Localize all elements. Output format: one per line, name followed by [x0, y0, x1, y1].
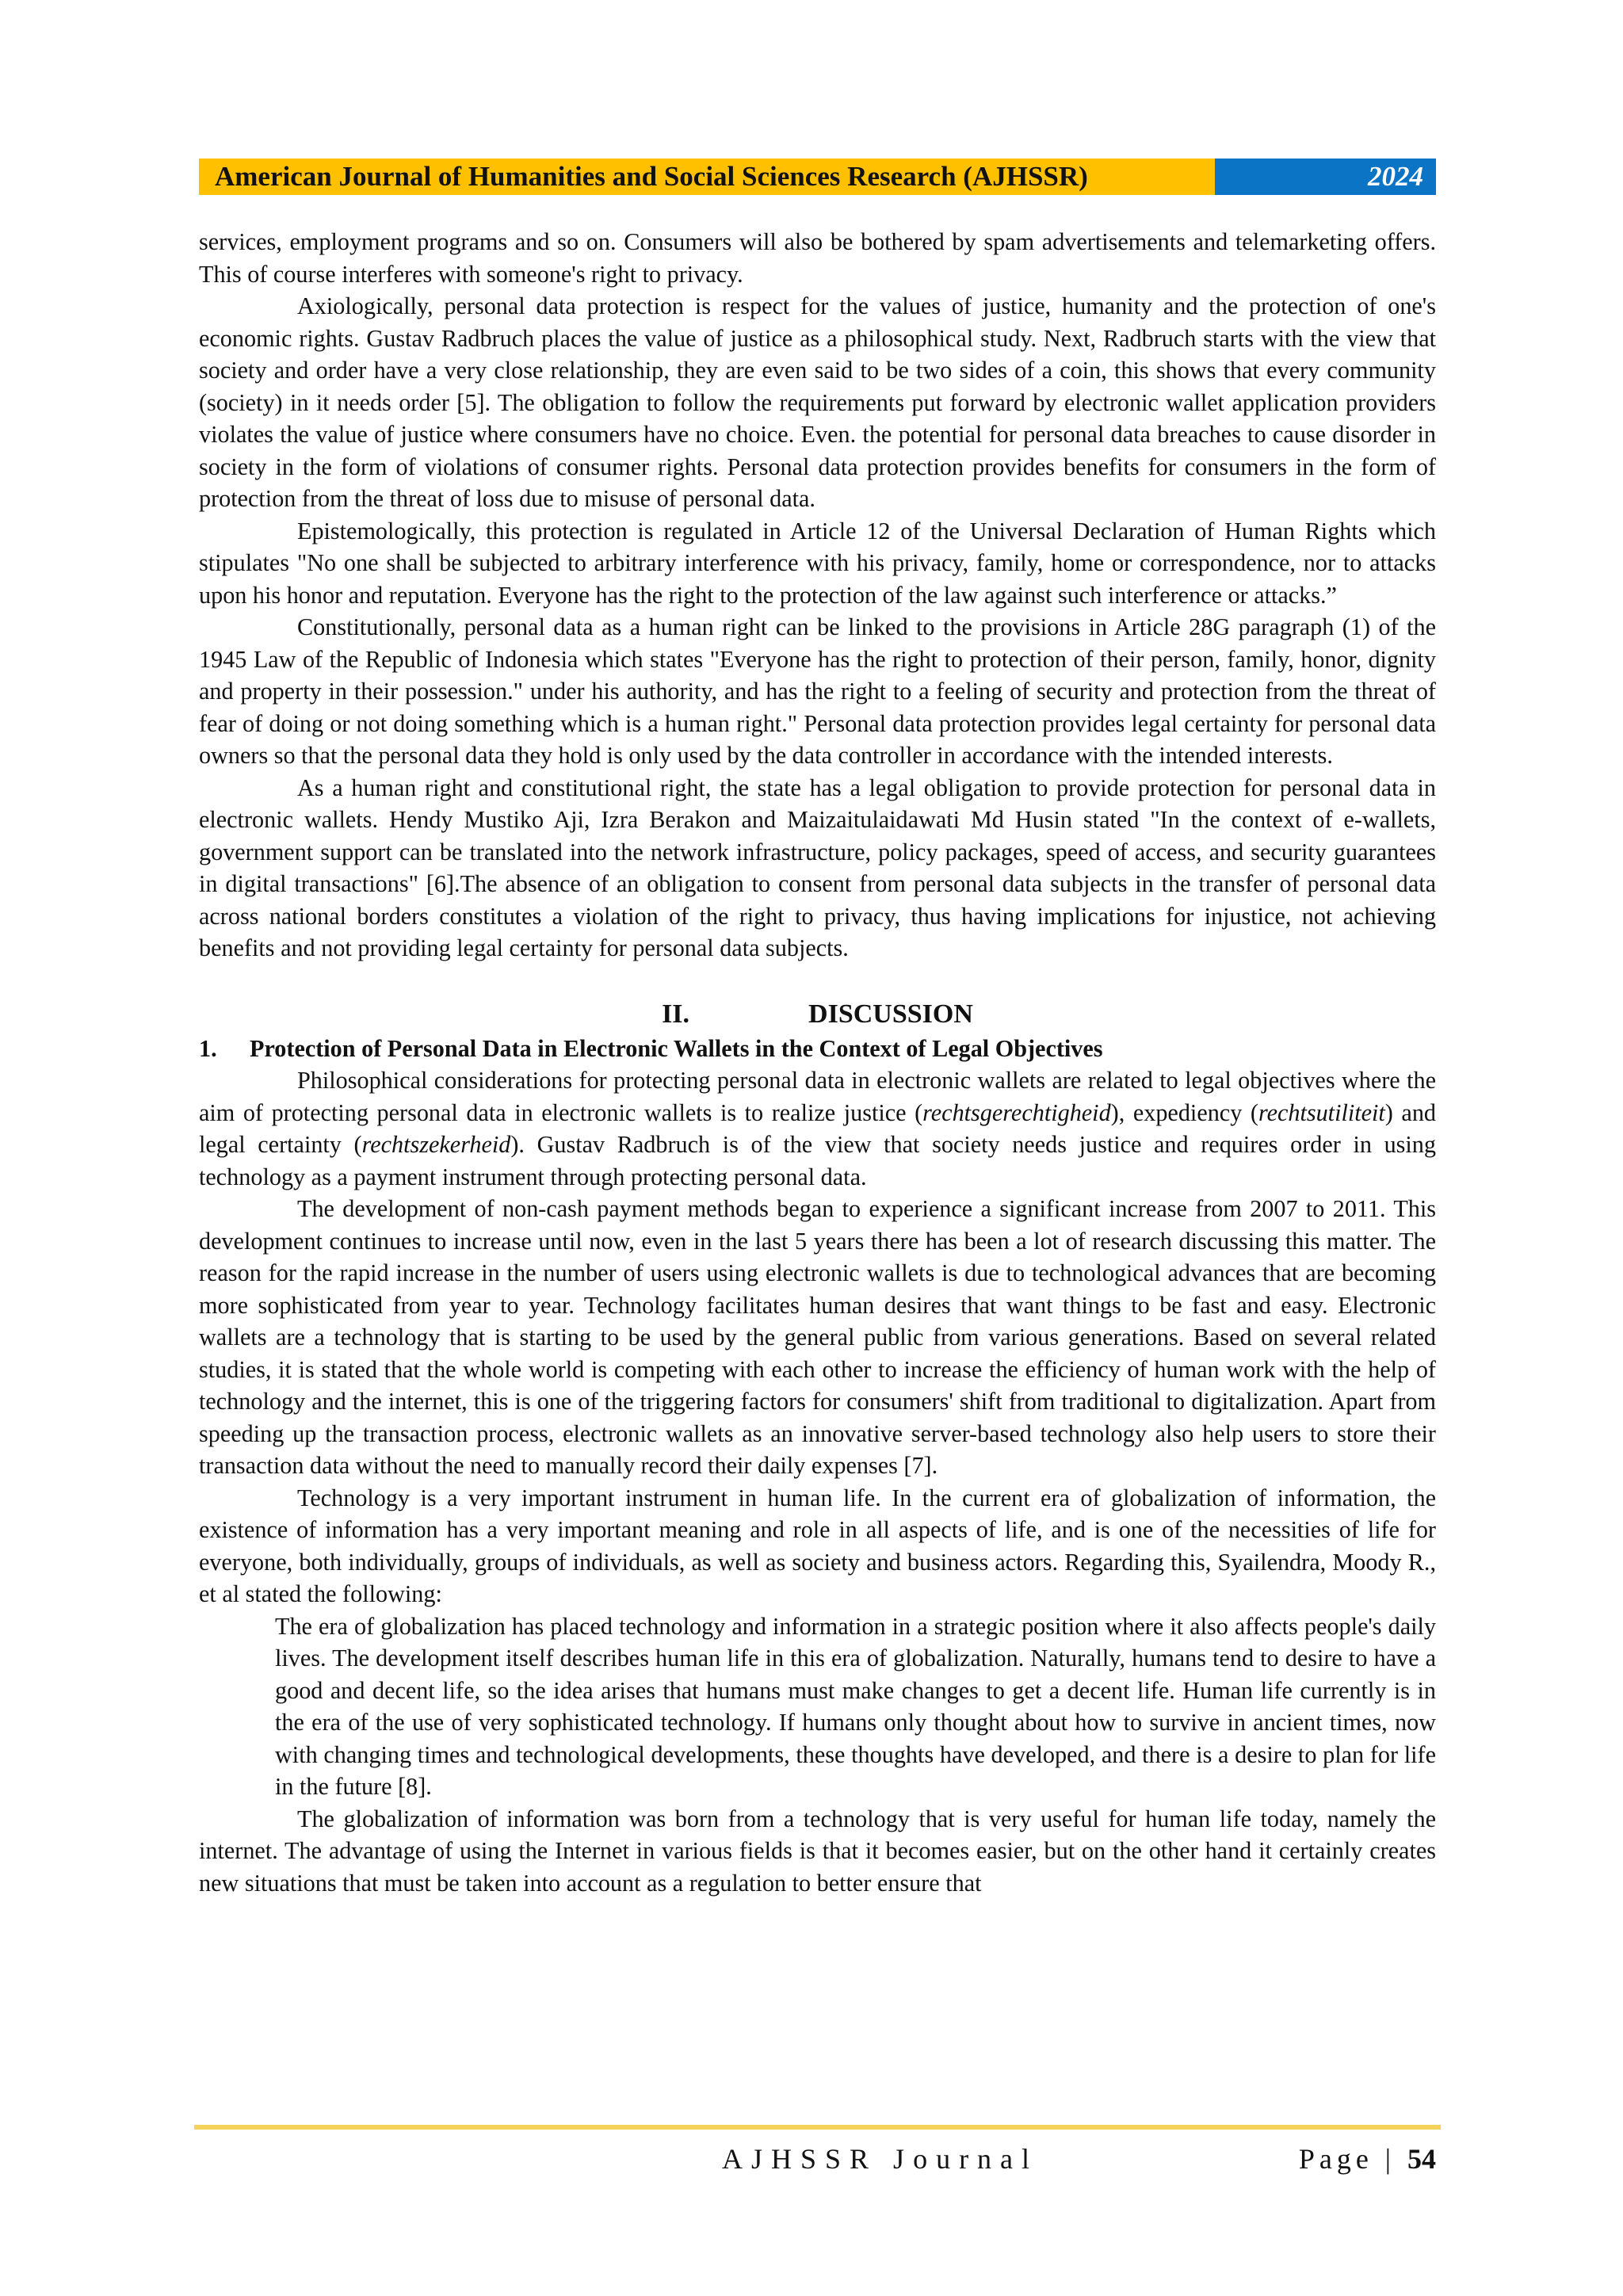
paragraph: As a human right and constitutional right, the state has a legal obligation to provide protection for personal data in electronic wallets. Hendy Mustiko Aji, Izra Berakon and Maizaitulaidawati Md Husin stated "In the context of e-wallets, government support can be translated into the network infrastructure, policy packages, speed of access, and security guarantees in digital transactions" [6].The absence of an obligation to consent from personal data subjects in the transfer of personal data across national borders constitutes a violation of the right to privacy, thus having implications for injustice, not achieving benefits and not providing legal certainty for personal data subjects.: [199, 774, 1436, 961]
subsection-title: Protection of Personal Data in Electronic Wallets in the Context of Legal Objectives: [250, 1034, 1103, 1062]
text-run: Philosophical considerations for protecting personal data in electronic wallets are related to legal objectives where the aim of protecting personal data in electronic wallets is to realize justice (: [199, 1067, 1436, 1126]
journal-year: 2024: [1215, 159, 1436, 195]
page-label: Page |: [1298, 2143, 1396, 2175]
paragraph: Constitutionally, personal data as a human right can be linked to the provisions in Article 28G paragraph (1) of the 1945 Law of the Republic of Indonesia which states "Everyone has the right to protection of their person, family, honor, dignity and property in their possession." under his authority, and has the right to a feeling of security and protection from the threat of fear of doing or not doing something which is a human right." Personal data protection provides legal certainty for personal data owners so that the personal data they hold is only used by the data controller in accordance with the intended interests.: [199, 613, 1436, 769]
paragraph: [199, 1064, 1436, 1193]
paragraph: services, employment programs and so on. Consumers will also be bothered by spam advertisements and telemarketing offers. This of course interferes with someone's right to privacy.: [199, 228, 1436, 288]
subsection-number: 1.: [199, 1034, 217, 1062]
paragraph: Technology is a very important instrument in human life. In the current era of globalization of information, the existence of information has a very important meaning and role in all aspects of life, and is one of the necessities of life for everyone, both individually, groups of individuals, as well as society and business actors. Regarding this, Syailendra, Moody R., et al stated the following:: [199, 1484, 1436, 1607]
running-footer: [199, 2142, 1436, 2179]
page-number: 54: [1407, 2143, 1436, 2175]
italic-term: rechtsgerechtigheid: [922, 1098, 1111, 1126]
paragraph: Epistemologically, this protection is regulated in Article 12 of the Universal Declaration of Human Rights which stipulates "No one shall be subjected to arbitrary interference with his privacy, family, home or correspondence, nor to attacks upon his honor and reputation. Everyone has the right to the protection of the law against such interference or attacks.”: [199, 517, 1436, 609]
running-header: [199, 159, 1436, 195]
section-heading: [199, 996, 1436, 1033]
paragraph: The development of non-cash payment methods began to experience a significant increase from 2007 to 2011. This development continues to increase until now, even in the last 5 years there has been a lot of research discussing this matter. The reason for the rapid increase in the number of users using electronic wallets is due to technological advances that are becoming more sophisticated from year to year. Technology facilitates human desires that want things to be fast and easy. Electronic wallets are a technology that is starting to be used by the general public from various generations. Based on several related studies, it is stated that the whole world is competing with each other to increase the efficiency of human work with the help of technology and the internet, this is one of the triggering factors for consumers' shift from traditional to digitalization. Apart from speeding up the transaction process, electronic wallets as an innovative server-based technology also help users to store their transaction data without the need to manually record their daily expenses [7].: [199, 1195, 1436, 1479]
page-number-label: [1299, 2142, 1436, 2176]
paragraph: The globalization of information was born from a technology that is very useful for human life today, namely the internet. The advantage of using the Internet in various fields is that it becomes easier, but on the other hand it certainly creates new situations that must be taken into account as a regulation to better ensure that: [199, 1805, 1436, 1897]
footer-journal: AJHSSR Journal: [722, 2143, 1039, 2175]
page-body: [199, 226, 1436, 1899]
footer-rule: [194, 2125, 1441, 2130]
spacer: [199, 965, 1436, 996]
journal-title: American Journal of Humanities and Social Sciences Research (AJHSSR): [199, 159, 1215, 195]
italic-term: rechtszekerheid: [361, 1131, 511, 1158]
block-quote: The era of globalization has placed technology and information in a strategic position where it also affects people's daily lives. The development itself describes human life in this era of globalization. Naturally, humans tend to desire to have a good and decent life, so the idea arises that humans must make changes to get a decent life. Human life currently is in the era of the use of very sophisticated technology. If humans only thought about how to survive in ancient times, now with changing times and technological developments, these thoughts have developed, and there is a desire to plan for life in the future [8].: [275, 1612, 1436, 1800]
subsection-heading: [199, 1033, 1436, 1065]
section-number: II.: [662, 999, 690, 1029]
section-title: DISCUSSION: [808, 999, 973, 1029]
text-run: ), expediency (: [1110, 1098, 1258, 1126]
text-run: ) and legal certainty (: [199, 1098, 1437, 1158]
italic-term: rechtsutiliteit: [1258, 1098, 1385, 1126]
paragraph: Axiologically, personal data protection is respect for the values of justice, humanity and the protection of one's economic rights. Gustav Radbruch places the value of justice as a philosophical study. Next, Radbruch starts with the view that society and order have a very close relationship, they are even said to be two sides of a coin, this shows that every community (society) in it needs order [5]. The obligation to follow the requirements put forward by electronic wallet application providers violates the value of justice where consumers have no choice. Even. the potential for personal data breaches to cause disorder in society in the form of violations of consumer rights. Personal data protection provides benefits for consumers in the form of protection from the threat of loss due to misuse of personal data.: [199, 292, 1436, 512]
text-run: ). Gustav Radbruch is of the view that society needs justice and requires order in using technology as a payment instrument through protecting personal data.: [199, 1131, 1436, 1190]
